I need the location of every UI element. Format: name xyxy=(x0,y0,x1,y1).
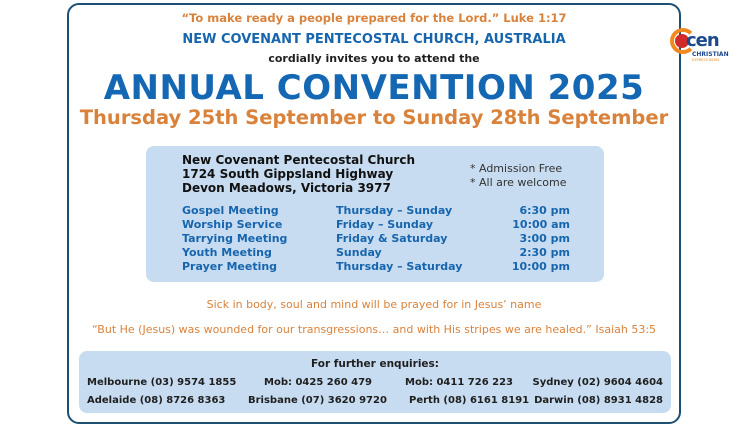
logo-line1: CHRISTIAN xyxy=(692,51,729,58)
logo-brand: cen xyxy=(686,30,719,51)
venue-city: Devon Meadows, Victoria 3977 xyxy=(182,181,391,195)
schedule-row xyxy=(182,246,570,260)
prayer-message: Sick in body, soul and mind will be prayed for in Jesus’ name xyxy=(206,298,542,311)
admission-note: * Admission Free xyxy=(470,162,563,175)
contact-melbourne: Melbourne (03) 9574 1855 xyxy=(87,377,237,388)
isaiah-verse: “But He (Jesus) was wounded for our transgressions… and with His stripes we are healed.” Isaiah 53:5 xyxy=(91,323,657,336)
schedule-row xyxy=(182,260,570,274)
schedule-row xyxy=(182,232,570,246)
schedule-time: 3:00 pm xyxy=(519,232,570,245)
christian-express-news-logo xyxy=(668,24,732,64)
venue-schedule-box xyxy=(146,146,604,282)
schedule-time: 10:00 am xyxy=(512,218,570,231)
contact-perth: Perth (08) 6161 8191 xyxy=(409,395,530,406)
schedule-days: Thursday – Saturday xyxy=(336,260,463,273)
contact-adelaide: Adelaide (08) 8726 8363 xyxy=(87,395,226,406)
enquiries-heading: For further enquiries: xyxy=(311,358,439,370)
logo-line2: EXPRESS NEWS xyxy=(692,58,720,62)
schedule-time: 2:30 pm xyxy=(519,246,570,259)
contact-mobile-1: Mob: 0425 260 479 xyxy=(264,377,373,388)
schedule-time: 10:00 pm xyxy=(511,260,570,273)
contact-mobile-2: Mob: 0411 726 223 xyxy=(405,377,514,388)
schedule-event: Prayer Meeting xyxy=(182,260,278,273)
schedule-row xyxy=(182,204,570,218)
contact-box xyxy=(79,351,671,413)
schedule-event: Tarrying Meeting xyxy=(182,232,288,245)
venue-name: New Covenant Pentecostal Church xyxy=(182,153,415,167)
schedule-row xyxy=(182,218,570,232)
welcome-note: * All are welcome xyxy=(470,176,567,189)
invitation-line: cordially invites you to attend the xyxy=(268,52,480,65)
schedule-event: Worship Service xyxy=(182,218,283,231)
schedule-days: Friday & Saturday xyxy=(336,232,448,245)
event-title: ANNUAL CONVENTION 2025 xyxy=(103,68,645,108)
church-name: NEW COVENANT PENTECOSTAL CHURCH, AUSTRALIA xyxy=(182,32,566,47)
contact-sydney: Sydney (02) 9604 4604 xyxy=(532,377,663,388)
scripture-verse: “To make ready a people prepared for the Lord.” Luke 1:17 xyxy=(181,11,567,25)
event-dates: Thursday 25th September to Sunday 28th September xyxy=(79,106,669,129)
schedule-days: Friday – Sunday xyxy=(336,218,434,231)
schedule-days: Sunday xyxy=(336,246,382,259)
schedule-days: Thursday – Sunday xyxy=(336,204,453,217)
schedule-time: 6:30 pm xyxy=(519,204,570,217)
schedule-event: Gospel Meeting xyxy=(182,204,279,217)
schedule-event: Youth Meeting xyxy=(182,246,272,259)
venue-street: 1724 South Gippsland Highway xyxy=(182,167,394,181)
contact-darwin: Darwin (08) 8931 4828 xyxy=(534,395,663,406)
contact-brisbane: Brisbane (07) 3620 9720 xyxy=(248,395,387,406)
